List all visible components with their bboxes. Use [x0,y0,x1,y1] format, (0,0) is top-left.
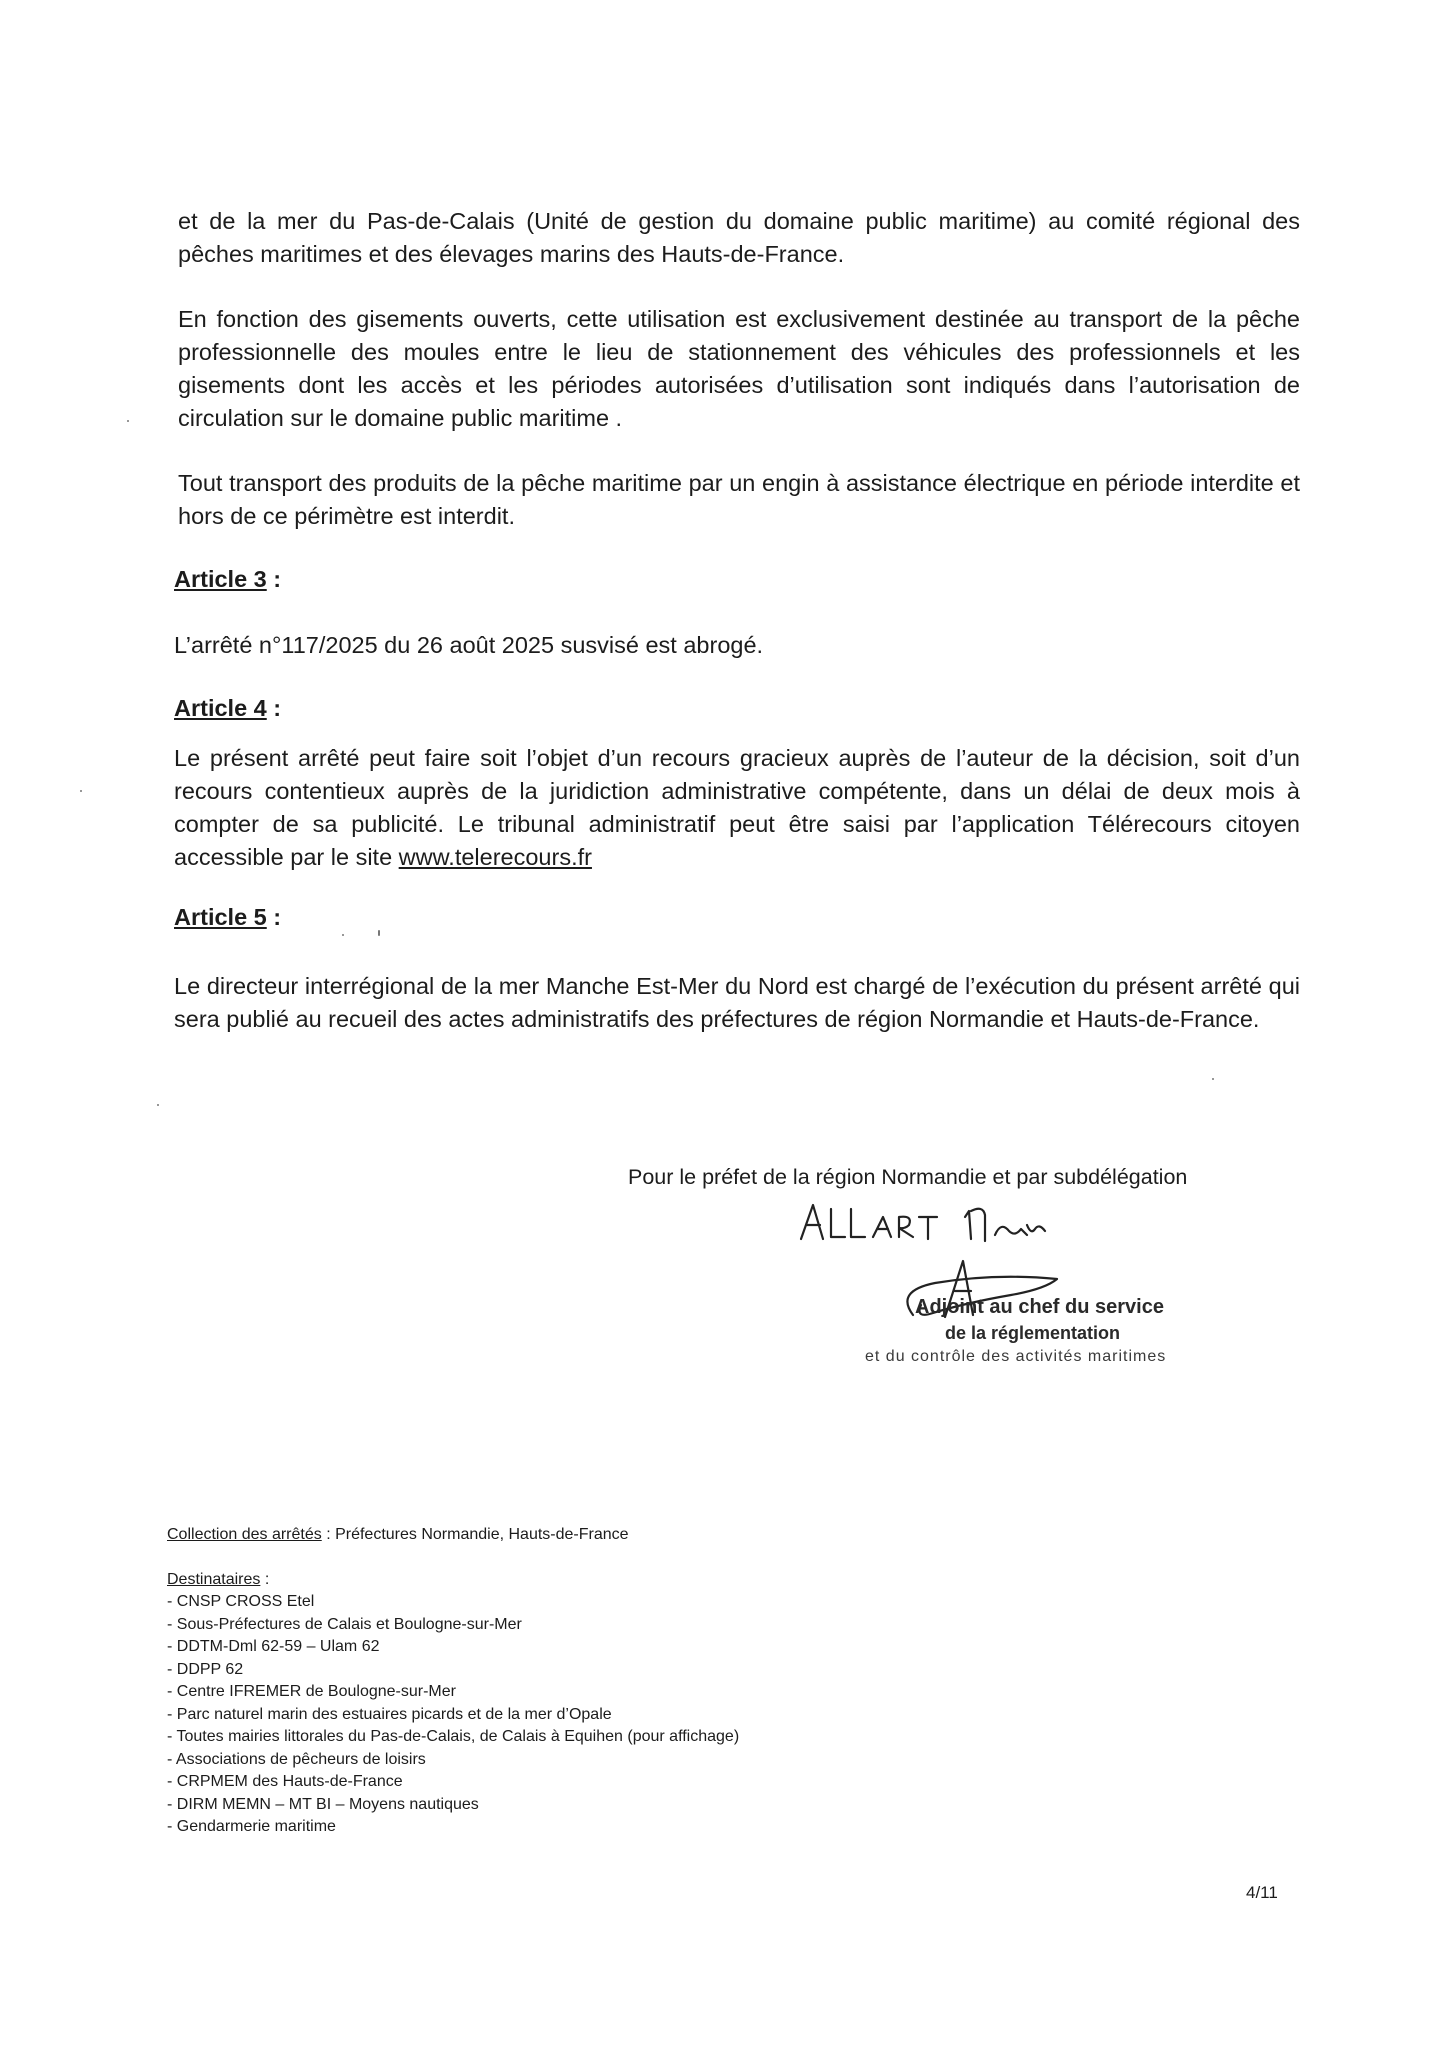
footer-distribution [167,1524,739,1839]
paragraph-usage-restriction: En fonction des gisements ouverts, cette utilisation est exclusivement destinée au transport de la pêche professionnelle des moules entre le lieu de stationnement des véhicules des professionnels et les gisements dont les accès et les périodes autorisées d’utilisation sont indiqués dans l’autorisation de circulation sur le domaine public maritime . [178,306,1300,431]
collection-line [167,1524,739,1547]
article-4-text [174,742,1300,874]
article-5-heading [174,904,281,931]
recipient-item: - CNSP CROSS Etel [167,1593,315,1610]
stamp-line-1: Adjoint au chef du service [915,1296,1164,1318]
article-3-text: L’arrêté n°117/2025 du 26 août 2025 susvisé est abrogé. [174,632,764,658]
paragraph-transport-prohibition: Tout transport des produits de la pêche maritime par un engin à assistance électrique en période interdite et hors de ce périmètre est interdit. [178,470,1300,529]
scan-speck [342,934,344,936]
article-4-heading [174,695,281,722]
article-3-title: Article 3 [174,566,267,592]
scan-speck [157,1104,159,1106]
article-3-heading [174,566,281,593]
recipient-item: - Toutes mairies littorales du Pas-de-Calais, de Calais à Equihen (pour affichage) [167,1728,740,1745]
recipient-item: - CRPMEM des Hauts-de-France [167,1773,403,1790]
article-4-colon: : [266,695,282,721]
recipient-item: - Associations de pêcheurs de loisirs [167,1750,426,1768]
recipients-label: Destinataires [167,1570,261,1588]
article-4-body: Le présent arrêté peut faire soit l’objet d’un recours gracieux auprès de l’auteur de la décision, soit d’un recours contentieux auprès de la juridiction administrative compétente, dans un délai de deux mois à compter de sa publicité. Le tribunal administratif peut être saisi par l’application Télérecours citoyen accessible par le site [174,745,1300,870]
recipient-item: - Parc naturel marin des estuaires picards et de la mer d’Opale [167,1705,612,1723]
telerecours-link[interactable]: www.telerecours.fr [398,844,592,870]
recipients-list [167,1591,739,1839]
article-5-text: Le directeur interrégional de la mer Manche Est-Mer du Nord est chargé de l’exécution du présent arrêté qui sera publié au recueil des actes administratifs des préfectures de région Normandie et Hauts-de-France. [174,973,1300,1032]
scan-speck [378,930,380,936]
scan-speck [127,420,129,422]
collection-value: : Préfectures Normandie, Hauts-de-France [321,1526,629,1543]
article-5-title: Article 5 [174,904,267,930]
scan-speck [80,790,82,792]
stamp-line-2: de la réglementation [945,1323,1121,1343]
recipients-heading [167,1569,739,1592]
signature-authority-line: Pour le préfet de la région Normandie et par subdélégation [628,1165,1188,1189]
scan-speck [1212,1078,1214,1080]
paragraph-utilisation-context: et de la mer du Pas-de-Calais (Unité de gestion du domaine public maritime) au comité régional des pêches maritimes et des élevages marins des Hauts-de-France. [178,208,1300,267]
recipient-item: - DIRM MEMN – MT BI – Moyens nautiques [167,1795,479,1813]
collection-label: Collection des arrêtés [167,1526,322,1543]
recipients-colon: : [260,1570,270,1588]
recipient-item: - Gendarmerie maritime [167,1818,336,1835]
recipient-item: - DDTM-Dml 62-59 – Ulam 62 [167,1638,380,1655]
article-4-title: Article 4 [174,695,267,721]
page-number: 4/11 [1246,1883,1278,1902]
article-5-colon: : [266,904,282,930]
stamp-line-3: et du contrôle des activités maritimes [865,1348,1167,1365]
recipient-item: - Centre IFREMER de Boulogne-sur-Mer [167,1683,456,1700]
recipient-item: - Sous-Préfectures de Calais et Boulogne-sur-Mer [167,1615,522,1633]
recipient-item: - DDPP 62 [167,1660,244,1678]
article-3-colon: : [266,566,282,592]
